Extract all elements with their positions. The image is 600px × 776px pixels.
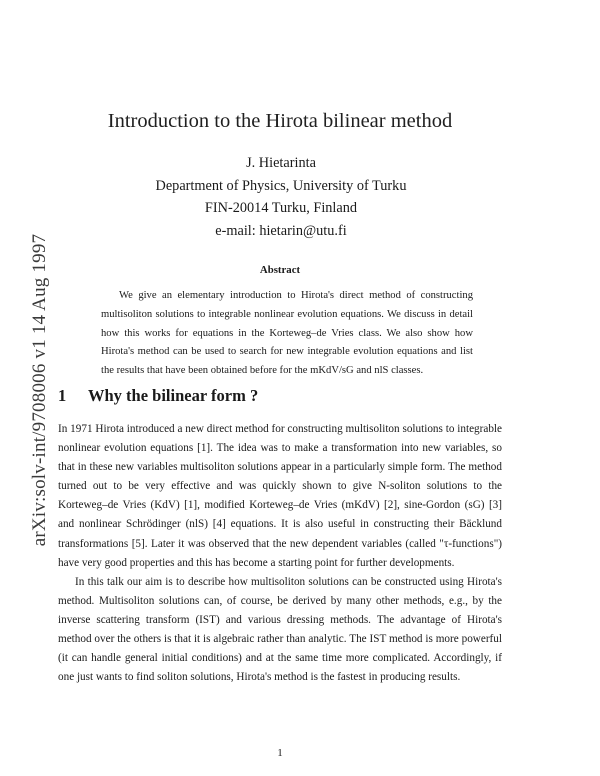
abstract-text: We give an elementary introduction to Hirota's direct method of constructing multisoliton solutions to integrable nonlinear evolution equations. We discuss in detail how this works for equations in the Korteweg–de Vries class. We also show how Hirota's method can be used to search for new integrable evolution equations and list the results that have been obtained before for the mKdV/sG and nlS classes. (101, 290, 473, 377)
author-email: e-mail: hietarin@utu.fi (215, 222, 347, 239)
author-name: J. Hietarinta (246, 155, 316, 171)
author-block (86, 152, 476, 242)
paper-title: Introduction to the Hirota bilinear method (107, 110, 453, 132)
section-title: Why the bilinear form ? (88, 386, 259, 405)
section-body (58, 420, 502, 687)
body-paragraph: In 1971 Hirota introduced a new direct method for constructing multisoliton solutions to integrable nonlinear evolution equations [1]. The idea was to make a transformation into new variables, so that in these new variables multisoliton solutions appear in a particularly simple form. The method turned out to be very effective and was quickly shown to give N-soliton solutions to the Korteweg–de Vries (KdV) [1], modified Korteweg–de Vries (mKdV) [2], sine-Gordon (sG) [3] and nonlinear Schrödinger (nlS) [4] equations. It is also useful in constructing their Bäcklund transformations [5]. Later it was observed that the new dependent variables (called "τ-functions") have very good properties and this has become a starting point for further developments. (58, 423, 502, 569)
section-heading (58, 386, 258, 406)
section-number: 1 (58, 386, 67, 405)
arxiv-identifier: arXiv:solv-int/9708006 v1 14 Aug 1997 (29, 233, 51, 547)
author-affiliation: Department of Physics, University of Turku (155, 177, 407, 194)
body-paragraph: In this talk our aim is to describe how multisoliton solutions can be constructed using Hirota's method. Multisoliton solutions can, of course, be derived by many other methods, e.g., by the inverse scattering transform (IST) and various dressing methods. The advantage of Hirota's method over the others is that it is algebraic rather than analytic. The IST method is more powerful (it can handle general initial conditions) and at the same time more complicated. Accordingly, if one just wants to find soliton solutions, Hirota's method is the fastest in producing results. (58, 575, 502, 684)
page-number: 1 (277, 747, 283, 759)
author-address: FIN-20014 Turku, Finland (204, 200, 358, 217)
abstract-heading: Abstract (259, 264, 301, 276)
